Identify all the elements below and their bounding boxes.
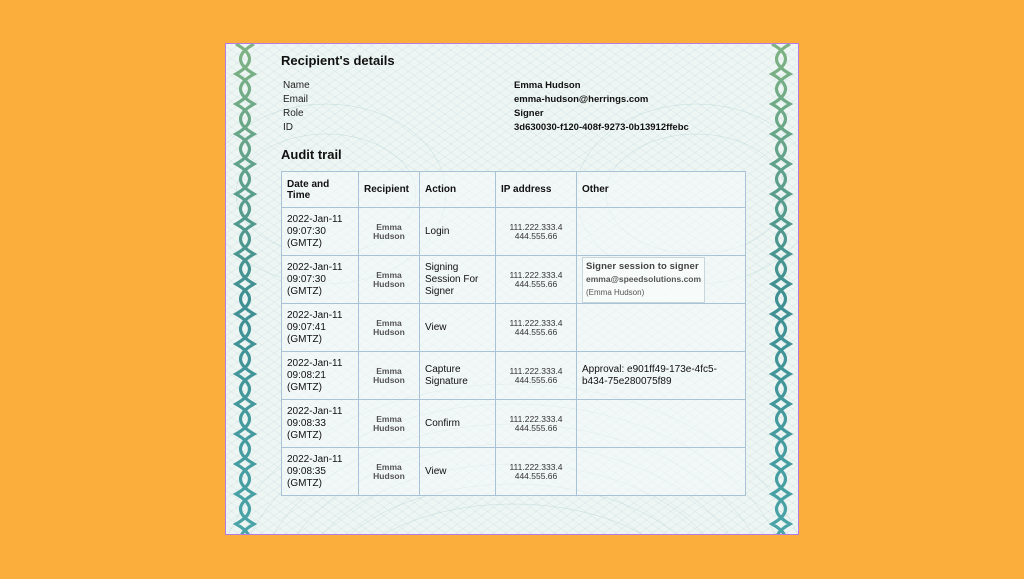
column-header-recipient: Recipient	[359, 172, 420, 208]
cell-recipient: Emma Hudson	[359, 256, 420, 304]
table-row	[282, 256, 746, 304]
cell-date: 2022-Jan-11 09:08:33 (GMTZ)	[282, 400, 359, 448]
signer-session-box	[582, 257, 705, 303]
cell-action: Confirm	[420, 400, 496, 448]
column-header-action: Action	[420, 172, 496, 208]
cell-action: Login	[420, 208, 496, 256]
detail-row-email	[281, 94, 751, 108]
cell-date: 2022-Jan-11 09:08:21 (GMTZ)	[282, 352, 359, 400]
cell-date: 2022-Jan-11 09:07:30 (GMTZ)	[282, 208, 359, 256]
cell-other	[577, 448, 746, 496]
cell-other	[577, 256, 746, 304]
cell-ip: 111.222.333.4 444.555.66	[496, 256, 577, 304]
signer-session-name: (Emma Hudson)	[586, 287, 645, 297]
detail-value: 3d630030-f120-408f-9273-0b13912ffebc	[514, 122, 689, 133]
cell-other	[577, 400, 746, 448]
cell-recipient: Emma Hudson	[359, 400, 420, 448]
signer-session-title: Signer session to signer	[586, 260, 699, 272]
cell-date: 2022-Jan-11 09:08:35 (GMTZ)	[282, 448, 359, 496]
recipient-details-list	[281, 80, 751, 136]
cell-action: View	[420, 304, 496, 352]
cell-other	[577, 304, 746, 352]
table-row	[282, 400, 746, 448]
detail-row-name	[281, 80, 751, 94]
audit-trail-heading: Audit trail	[281, 147, 342, 162]
cell-ip: 111.222.333.4 444.555.66	[496, 208, 577, 256]
cell-action: Signing Session For Signer	[420, 256, 496, 304]
column-header-ip: IP address	[496, 172, 577, 208]
detail-label: Email	[283, 94, 309, 105]
cell-date: 2022-Jan-11 09:07:30 (GMTZ)	[282, 256, 359, 304]
cell-date: 2022-Jan-11 09:07:41 (GMTZ)	[282, 304, 359, 352]
detail-value: Emma Hudson	[514, 80, 581, 91]
detail-row-id	[281, 122, 751, 136]
cell-action: View	[420, 448, 496, 496]
right-braid-border	[766, 44, 796, 535]
column-header-date: Date and Time	[282, 172, 359, 208]
table-row	[282, 208, 746, 256]
cell-action: Capture Signature	[420, 352, 496, 400]
detail-label: Name	[283, 80, 310, 91]
cell-recipient: Emma Hudson	[359, 208, 420, 256]
detail-value: emma-hudson@herrings.com	[514, 94, 649, 105]
audit-trail-table	[281, 171, 746, 496]
certificate-page	[225, 43, 799, 535]
cell-recipient: Emma Hudson	[359, 304, 420, 352]
cell-ip: 111.222.333.4 444.555.66	[496, 400, 577, 448]
detail-label: ID	[283, 122, 293, 133]
table-row	[282, 448, 746, 496]
table-row	[282, 352, 746, 400]
cell-ip: 111.222.333.4 444.555.66	[496, 352, 577, 400]
detail-row-role	[281, 108, 751, 122]
table-row	[282, 304, 746, 352]
detail-value: Signer	[514, 108, 544, 119]
cell-ip: 111.222.333.4 444.555.66	[496, 448, 577, 496]
cell-other: Approval: e901ff49-173e-4fc5-b434-75e280075f89	[577, 352, 746, 400]
detail-label: Role	[283, 108, 304, 119]
signer-session-email: emma@speedsolutions.com	[586, 273, 702, 284]
column-header-other: Other	[577, 172, 746, 208]
table-header-row	[282, 172, 746, 208]
recipient-details-heading: Recipient's details	[281, 53, 395, 68]
cell-recipient: Emma Hudson	[359, 352, 420, 400]
cell-recipient: Emma Hudson	[359, 448, 420, 496]
cell-ip: 111.222.333.4 444.555.66	[496, 304, 577, 352]
left-braid-border	[230, 44, 260, 535]
cell-other	[577, 208, 746, 256]
